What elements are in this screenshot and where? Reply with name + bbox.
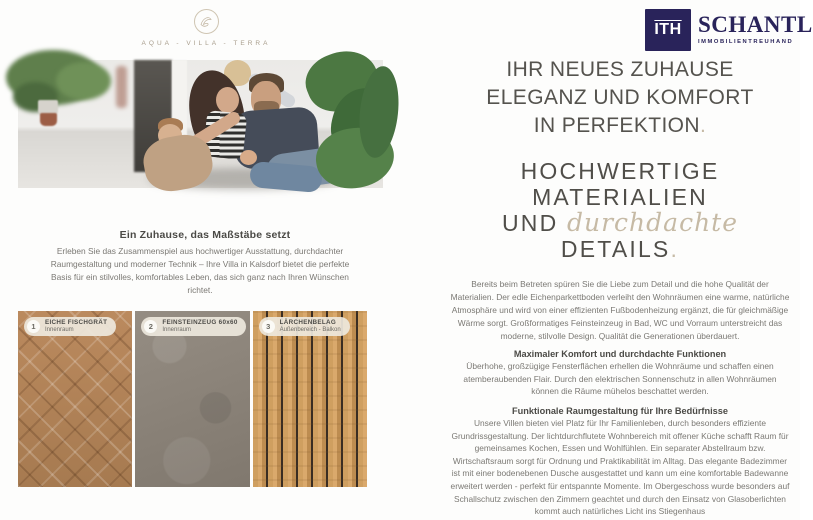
emblem-script-glyph-icon — [196, 12, 216, 32]
logo-subtitle: IMMOBILIENTREUHAND — [698, 39, 794, 45]
subheadline-line-3 — [445, 210, 795, 237]
material-location: Innenraum — [45, 326, 74, 333]
material-label-text — [45, 319, 107, 334]
photo-terracotta-pot — [40, 113, 57, 126]
photo-plant-left2-icon — [56, 62, 111, 100]
material-swatches — [18, 311, 367, 487]
material-label-1 — [24, 317, 116, 336]
photo-background-object — [116, 66, 127, 108]
swatch-larch-decking — [253, 311, 367, 487]
sub-headline — [445, 159, 795, 262]
material-number-badge: 1 — [27, 320, 40, 333]
subheadline-script-word: durchdachte — [567, 208, 739, 237]
section-title-komfort: Maximaler Komfort und durchdachte Funktionen — [513, 349, 727, 359]
family-photo — [18, 60, 383, 188]
section-body-raumgestaltung: Unsere Villen bieten viel Platz für Ihr Familienleben, durch besonders effiziente Grundrissgestaltung. Der lichtdurchflutete Wohnbereich mit offener Küche schafft Raum für gemeinsames Kochen, Essen und Wohlfühlen. Ein separater Abstellraum bzw. Wirtschaftsraum sorgt für Ordnung und Praktikabilität im Alltag. Das elegante Badezimmer ist mit einer bodenebenen Dusche ausgestattet und kann um eine komfortable Badewanne erweitert werden - perfekt für entspannte Momente. Im Obergeschoss wurde besonders auf Schallschutz zwischen den Zimmern geachtet und durch den Einsatz von Glasoberlichten kommt auch natürliches Licht ins Stiegenhaus — [450, 418, 790, 517]
left-section-title: Ein Zuhause, das Maßstäbe setzt — [119, 229, 291, 241]
material-number-badge: 2 — [144, 320, 157, 333]
material-location: Außenbereich - Balkon — [279, 326, 341, 333]
subheadline-line-2: MATERIALIEN — [532, 183, 708, 210]
photo-hands — [240, 150, 257, 165]
emblem-circle-icon — [194, 9, 219, 34]
main-headline — [445, 56, 795, 140]
brand-emblem — [0, 9, 412, 47]
headline-line-1: IHR NEUES ZUHAUSE — [506, 58, 734, 81]
swatch-porcelain-tile — [135, 311, 249, 487]
emblem-wordmark: AQUA - VILLA - TERRA — [141, 40, 271, 47]
material-label-text — [280, 319, 341, 334]
headline-accent-period: . — [699, 114, 707, 137]
logo-wordmark — [698, 9, 813, 45]
headline-line-3: IN PERFEKTION — [533, 114, 700, 137]
subheadline-accent-period: . — [670, 235, 680, 262]
material-number-badge: 3 — [262, 320, 275, 333]
material-name: LÄRCHENBELAG — [279, 319, 337, 326]
material-label-text — [162, 319, 237, 334]
swatch-oak-herringbone — [18, 311, 132, 487]
material-label-3 — [259, 317, 350, 336]
section-title-raumgestaltung: Funktionale Raumgestaltung für Ihre Bedürfnisse — [512, 406, 728, 416]
right-page — [440, 0, 813, 520]
material-location: Innenraum — [162, 326, 192, 333]
photo-woman-face — [216, 87, 239, 113]
section-body-komfort: Überhohe, großzügige Fensterflächen erhellen die Wohnräume und schaffen einen atemberaubenden Flair. Durch den elektrischen Sonnenschutz in allen Wohnräumen können die Räume mühelos beschattet werden. — [463, 361, 777, 397]
material-name: EICHE FISCHGRÄT — [45, 319, 108, 326]
material-label-2 — [141, 317, 245, 336]
intro-paragraph: Bereits beim Betreten spüren Sie die Liebe zum Detail und die hohe Qualität der Materialien. Der edle Eichenparkettboden verleiht den Wohnräumen eine warme, natürliche Atmosphäre und wird von einer effizienten Fußbodenheizung ergänzt, die für gleichmäßige Wärme sorgt. Großformatiges Feinsteinzeug in Bad, WC und Vorraum unterstreicht das moderne, stilvolle Design. Qualität die Generationen überdauert. — [450, 279, 790, 341]
subheadline-line-4 — [445, 237, 795, 263]
logo-company-name: SCHANTL — [698, 12, 813, 37]
ith-monogram-icon: $\overline{ITH}$ — [645, 9, 691, 51]
subheadline-details: DETAILS — [560, 235, 671, 262]
headline-line-2: ELEGANZ UND KOMFORT — [486, 86, 754, 109]
subheadline-line-1: HOCHWERTIGE — [520, 158, 720, 184]
left-section-body: Erleben Sie das Zusammenspiel aus hochwertiger Ausstattung, durchdachter Raumgestaltung und moderner Technik – Ihre Villa in Kalsdorf bietet die perfekte Basis für ein stilvolles, komfortables Leben, das sich ganz nach Ihren Wünschen richtet. — [50, 246, 350, 295]
material-name: FEINSTEINZEUG 60x60 — [162, 319, 238, 326]
subheadline-und: UND — [501, 210, 559, 236]
schantl-ith-logo — [645, 9, 813, 51]
